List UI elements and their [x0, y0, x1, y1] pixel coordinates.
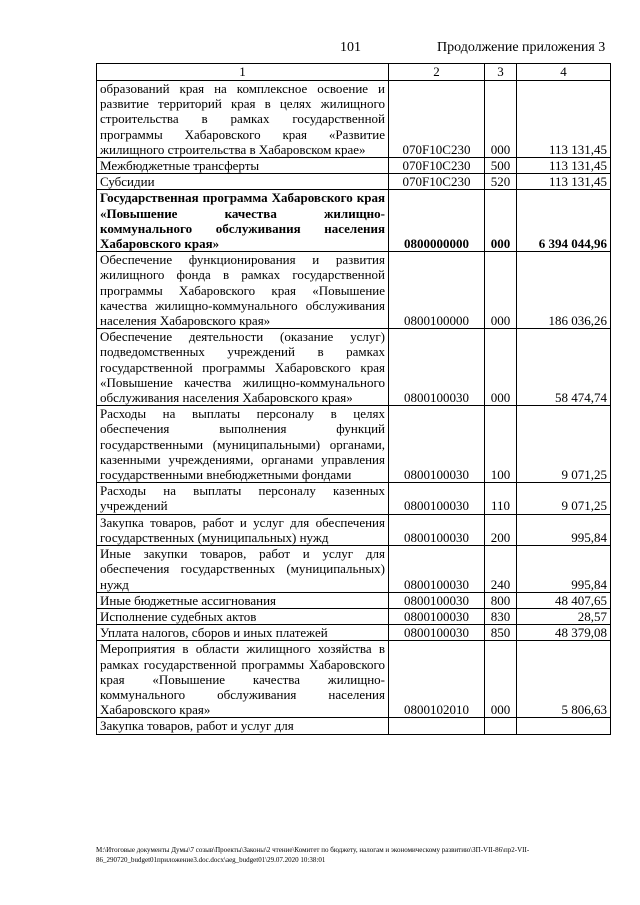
table-row	[97, 546, 611, 593]
row-code: 0800100030	[389, 625, 485, 641]
row-expense-type: 000	[485, 190, 517, 252]
row-expense-type: 000	[485, 329, 517, 406]
row-amount: 9 071,25	[517, 483, 611, 514]
row-amount: 28,57	[517, 608, 611, 624]
continuation-label: Продолжение приложения 3	[437, 40, 606, 55]
table-row	[97, 329, 611, 406]
column-header: 4	[517, 64, 611, 81]
row-name: Обеспечение деятельности (оказание услуг) подведомственных учреждений в рамках государственной программы Хабаровского края «Повышение качества жилищно-коммунального обслуживания населения Хабаровского края»	[97, 329, 389, 406]
row-amount: 113 131,45	[517, 174, 611, 190]
table-row	[97, 158, 611, 174]
row-amount: 9 071,25	[517, 406, 611, 483]
row-amount: 48 379,08	[517, 625, 611, 641]
row-name: Расходы на выплаты персоналу в целях обеспечения выполнения функций государственными (муниципальными) органами, казенными учреждениями, органами управления государственными внебюджетными фондами	[97, 406, 389, 483]
column-header: 1	[97, 64, 389, 81]
table-row	[97, 514, 611, 545]
row-expense-type: 000	[485, 641, 517, 718]
row-expense-type: 200	[485, 514, 517, 545]
row-code: 0800000000	[389, 190, 485, 252]
row-amount: 48 407,65	[517, 592, 611, 608]
row-expense-type: 830	[485, 608, 517, 624]
row-name: Мероприятия в области жилищного хозяйства в рамках государственной программы Хабаровского края «Повышение качества жилищно-коммунального обслуживания населения Хабаровского края»	[97, 641, 389, 718]
row-name: Закупка товаров, работ и услуг для	[97, 718, 389, 734]
table-row	[97, 592, 611, 608]
row-name: образований края на комплексное освоение и развитие территорий края в целях жилищного строительства в рамках государственной программы Хабаровского края «Развитие жилищного строительства в Хабаровском крае»	[97, 81, 389, 158]
column-header: 2	[389, 64, 485, 81]
table-row	[97, 625, 611, 641]
table-row	[97, 81, 611, 158]
row-code: 0800100000	[389, 252, 485, 329]
row-name: Межбюджетные трансферты	[97, 158, 389, 174]
row-name: Уплата налогов, сборов и иных платежей	[97, 625, 389, 641]
row-amount: 58 474,74	[517, 329, 611, 406]
row-expense-type: 850	[485, 625, 517, 641]
row-code: 0800100030	[389, 592, 485, 608]
row-expense-type	[485, 718, 517, 734]
row-name: Иные бюджетные ассигнования	[97, 592, 389, 608]
row-expense-type: 520	[485, 174, 517, 190]
row-amount: 5 806,63	[517, 641, 611, 718]
budget-table	[96, 63, 611, 735]
row-expense-type: 000	[485, 252, 517, 329]
file-path-footer: M:\Итоговые документы Думы\7 созыв\Проекты\Законы\2 чтение\Комитет по бюджету, налогам и экономическому развитию\ЗП-VII-86\пр2-VII-86_290720_budget01приложение3.doc.docx\aeg_budget01\29.07.2020 10:38:01	[96, 846, 530, 864]
row-amount: 113 131,45	[517, 81, 611, 158]
table-row-truncated	[97, 718, 611, 734]
row-expense-type: 500	[485, 158, 517, 174]
row-expense-type: 240	[485, 546, 517, 593]
table-row-program	[97, 190, 611, 252]
row-name: Государственная программа Хабаровского края «Повышение качества жилищно-коммунального обслуживания населения Хабаровского края»	[97, 190, 389, 252]
row-name: Обеспечение функционирования и развития жилищного фонда в рамках государственной программы Хабаровского края «Повышение качества жилищно-коммунального обслуживания населения Хабаровского края»	[97, 252, 389, 329]
row-name: Иные закупки товаров, работ и услуг для обеспечения государственных (муниципальных) нужд	[97, 546, 389, 593]
row-code: 0800100030	[389, 483, 485, 514]
table-header-row	[97, 64, 611, 81]
row-expense-type: 000	[485, 81, 517, 158]
row-code: 070F10C230	[389, 81, 485, 158]
row-name: Расходы на выплаты персоналу казенных учреждений	[97, 483, 389, 514]
row-amount: 186 036,26	[517, 252, 611, 329]
table-row	[97, 252, 611, 329]
row-code: 0800100030	[389, 608, 485, 624]
row-code: 0800102010	[389, 641, 485, 718]
table-row	[97, 483, 611, 514]
row-expense-type: 800	[485, 592, 517, 608]
table-row	[97, 608, 611, 624]
row-amount: 6 394 044,96	[517, 190, 611, 252]
table-row	[97, 406, 611, 483]
table-row	[97, 174, 611, 190]
row-expense-type: 110	[485, 483, 517, 514]
row-amount: 995,84	[517, 546, 611, 593]
row-expense-type: 100	[485, 406, 517, 483]
row-code: 0800100030	[389, 406, 485, 483]
row-code: 0800100030	[389, 329, 485, 406]
row-name: Закупка товаров, работ и услуг для обеспечения государственных (муниципальных) нужд	[97, 514, 389, 545]
row-name: Субсидии	[97, 174, 389, 190]
row-code: 0800100030	[389, 514, 485, 545]
row-amount: 113 131,45	[517, 158, 611, 174]
row-code: 070F10C230	[389, 158, 485, 174]
row-code	[389, 718, 485, 734]
page-number: 101	[340, 40, 361, 55]
row-code: 070F10C230	[389, 174, 485, 190]
row-amount	[517, 718, 611, 734]
table-row	[97, 641, 611, 718]
column-header: 3	[485, 64, 517, 81]
row-name: Исполнение судебных актов	[97, 608, 389, 624]
row-amount: 995,84	[517, 514, 611, 545]
row-code: 0800100030	[389, 546, 485, 593]
